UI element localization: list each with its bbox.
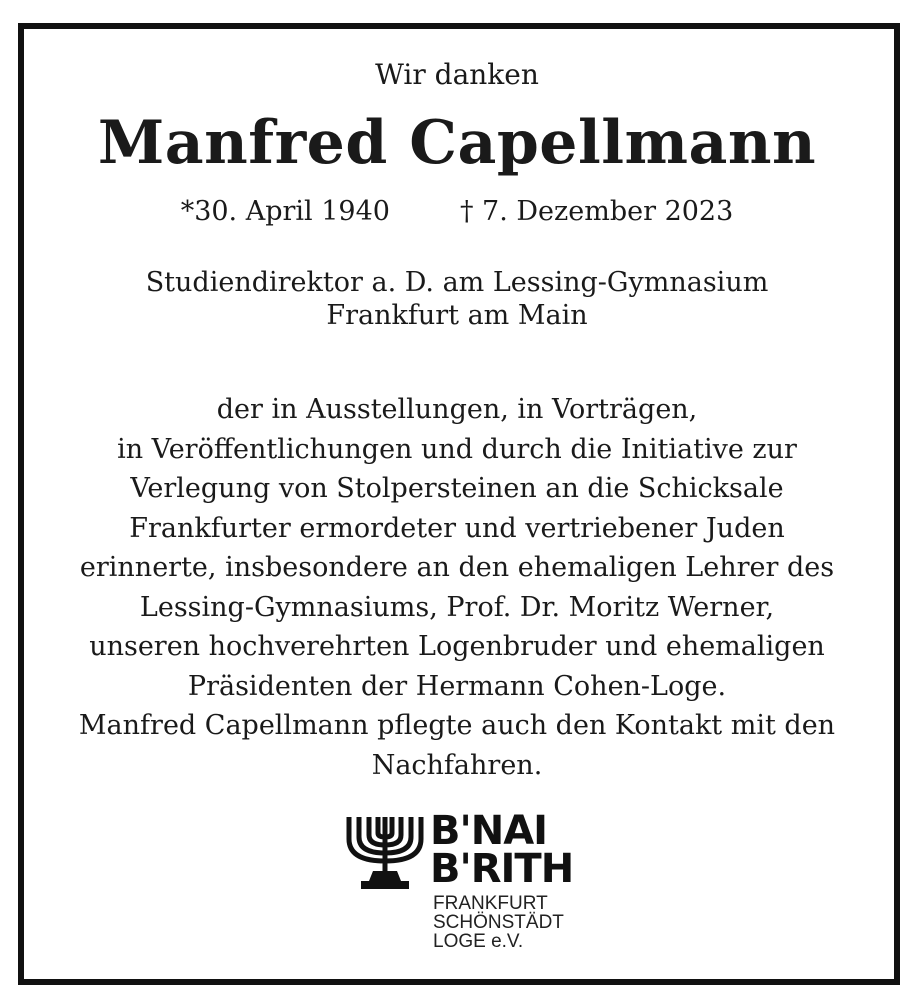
tribute-line: Präsidenten der Hermann Cohen-Loge.	[187, 670, 727, 702]
birth-date: *30. April 1940	[180, 196, 390, 227]
tribute-line: erinnerte, insbesondere an den ehemaligen Lehrer des	[79, 552, 835, 583]
tribute-line: unseren hochverehrten Logenbruder und ehemaligen	[89, 631, 825, 662]
tribute-line: Nachfahren.	[371, 749, 543, 781]
tribute-text	[0, 390, 914, 785]
logo-subline-3: LOGE e.V.	[433, 931, 524, 952]
logo-subline-1: FRANKFURT	[433, 893, 548, 914]
tribute-line: in Veröffentlichungen und durch die Initiative zur	[117, 433, 797, 465]
role-block	[0, 266, 914, 332]
logo-line-2: B'RITH	[430, 846, 574, 892]
tribute-line: Frankfurter ermordeter und vertriebener Juden	[129, 512, 785, 544]
role-line: Frankfurt am Main	[326, 300, 588, 331]
tribute-line: der in Ausstellungen, in Vorträgen,	[216, 394, 698, 425]
menorah-icon	[345, 813, 425, 893]
death-date: † 7. Dezember 2023	[459, 196, 734, 227]
tribute-line: Verlegung von Stolpersteinen an die Schicksale	[130, 473, 784, 504]
logo-subline-2: SCHÖNSTÄDT	[433, 912, 564, 933]
intro-text: Wir danken	[375, 58, 539, 91]
tribute-line: Manfred Capellmann pflegte auch den Kontakt mit den	[78, 710, 836, 741]
life-dates	[0, 196, 914, 227]
deceased-name: Manfred Capellmann	[97, 108, 817, 178]
tribute-line: Lessing-Gymnasiums, Prof. Dr. Moritz Werner,	[139, 591, 775, 623]
role-line: Studiendirektor a. D. am Lessing-Gymnasium	[145, 267, 769, 298]
logo-line-1: B'NAI	[430, 808, 548, 854]
bnai-brith-logo	[345, 807, 585, 962]
